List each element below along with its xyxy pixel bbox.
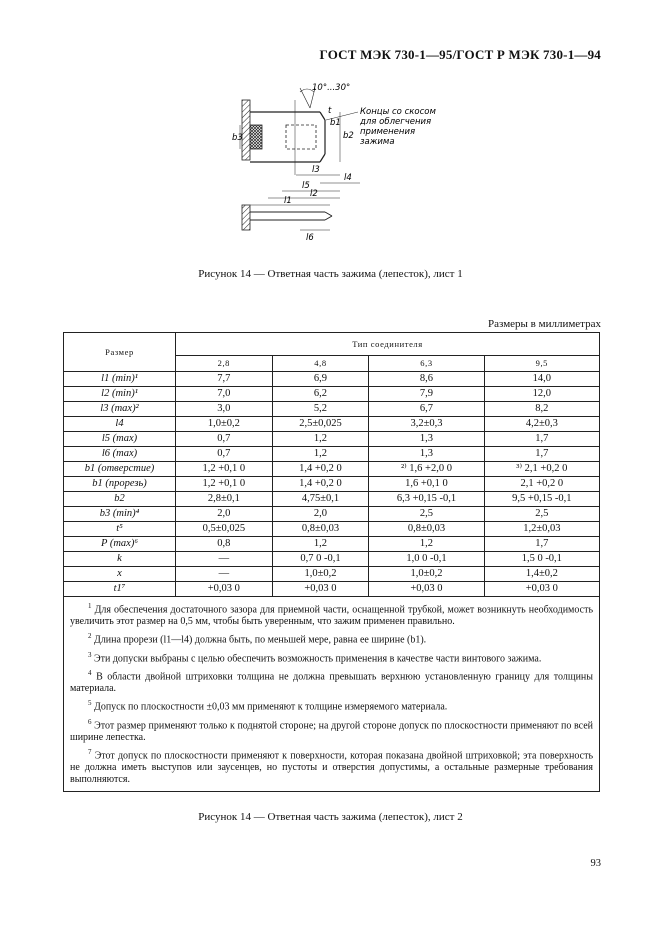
row-label: x bbox=[64, 567, 176, 582]
dim-l6: l6 bbox=[306, 233, 314, 243]
table-cell: +0,03 0 bbox=[176, 582, 273, 597]
note-4: $^4$ В области двойной штриховки толщина не должна превышать верхнюю установленную границу для толщины материала. bbox=[70, 668, 594, 695]
table-cell: 1,3 bbox=[369, 447, 484, 462]
table-cell: 1,0±0,2 bbox=[176, 417, 273, 432]
table-row bbox=[64, 402, 600, 417]
table-cell: 7,0 bbox=[176, 387, 273, 402]
table-cell: 2,0 bbox=[272, 507, 369, 522]
table-cell: 9,5 +0,15 -0,1 bbox=[484, 492, 599, 507]
row-header: Размер bbox=[64, 333, 176, 372]
dim-b1: b1 bbox=[330, 118, 341, 128]
table-cell: 12,0 bbox=[484, 387, 599, 402]
table-cell: 8,6 bbox=[369, 372, 484, 387]
note-1: $^1$ Для обеспечения достаточного зазора для приемной части, оснащенной трубкой, может возникнуть необходимость увеличить этот размер на 0,5 мм, чтобы быть уверенным, что зажим применен правильно. bbox=[70, 602, 594, 628]
drawing-svg bbox=[232, 80, 460, 245]
table-cell: 14,0 bbox=[484, 372, 599, 387]
table-cell: 1,7 bbox=[484, 537, 599, 552]
table-cell: 2,5 bbox=[369, 507, 484, 522]
table-row bbox=[64, 372, 600, 387]
note-5: $^5$ Допуск по плоскостности ±0,03 мм применяют к толщине измеряемого материала. bbox=[88, 699, 448, 713]
dim-b2: b2 bbox=[343, 131, 354, 141]
row-label: P (max)⁶ bbox=[64, 537, 176, 552]
table-cell: 0,8±0,03 bbox=[369, 522, 484, 537]
table-cell: 4,75±0,1 bbox=[272, 492, 369, 507]
table-cell: 2,5±0,025 bbox=[272, 417, 369, 432]
table-cell: 1,2 +0,1 0 bbox=[176, 477, 273, 492]
table-cell: 1,0±0,2 bbox=[369, 567, 484, 582]
table-cell: 1,2 bbox=[272, 537, 369, 552]
table-row bbox=[64, 507, 600, 522]
table-row bbox=[64, 447, 600, 462]
table-cell: 3,2±0,3 bbox=[369, 417, 484, 432]
table-cell: 1,4 +0,2 0 bbox=[272, 477, 369, 492]
table-cell: 1,7 bbox=[484, 432, 599, 447]
table-cell: 1,5 0 -0,1 bbox=[484, 552, 599, 567]
angle-label: 10°...30° bbox=[312, 83, 351, 93]
table-cell: 0,7 bbox=[176, 432, 273, 447]
table-row bbox=[64, 477, 600, 492]
table-cell: 1,2±0,03 bbox=[484, 522, 599, 537]
table-cell: 1,2 +0,1 0 bbox=[176, 462, 273, 477]
table-cell: 1,3 bbox=[369, 432, 484, 447]
table-cell: 7,7 bbox=[176, 372, 273, 387]
page-number: 93 bbox=[590, 858, 601, 869]
table-cell: — bbox=[176, 567, 273, 582]
dim-l3: l3 bbox=[312, 165, 320, 175]
table-cell: 2,5 bbox=[484, 507, 599, 522]
dim-l1: l1 bbox=[284, 196, 292, 206]
units-note: Размеры в миллиметрах bbox=[488, 318, 601, 330]
table-cell: 6,3 +0,15 -0,1 bbox=[369, 492, 484, 507]
table-row bbox=[64, 537, 600, 552]
table-notes bbox=[64, 597, 600, 792]
table-cell: ³⁾ 2,1 +0,2 0 bbox=[484, 462, 599, 477]
table-cell: 7,9 bbox=[369, 387, 484, 402]
table-cell: 0,8±0,03 bbox=[272, 522, 369, 537]
table-cell: 2,8±0,1 bbox=[176, 492, 273, 507]
row-label: k bbox=[64, 552, 176, 567]
row-label: b2 bbox=[64, 492, 176, 507]
table-cell: 1,2 bbox=[272, 432, 369, 447]
table-cell: 2,0 bbox=[176, 507, 273, 522]
table-cell: 1,4 +0,2 0 bbox=[272, 462, 369, 477]
table-cell: 1,2 bbox=[369, 537, 484, 552]
table-cell: +0,03 0 bbox=[272, 582, 369, 597]
row-label: t⁵ bbox=[64, 522, 176, 537]
table-row bbox=[64, 492, 600, 507]
table-row bbox=[64, 387, 600, 402]
note-2: $^2$ Длина прорези (l1—l4) должна быть, по меньшей мере, равна ее ширине (b1). bbox=[88, 632, 427, 646]
table-cell: 1,0 0 -0,1 bbox=[369, 552, 484, 567]
table-cell: 1,4±0,2 bbox=[484, 567, 599, 582]
row-label: l6 (max) bbox=[64, 447, 176, 462]
table-cell: 5,2 bbox=[272, 402, 369, 417]
table-cell: 6,7 bbox=[369, 402, 484, 417]
table-cell: ²⁾ 1,6 +2,0 0 bbox=[369, 462, 484, 477]
table-cell: 1,2 bbox=[272, 447, 369, 462]
table-cell: — bbox=[176, 552, 273, 567]
table-cell: 0,7 0 -0,1 bbox=[272, 552, 369, 567]
row-label: l3 (max)² bbox=[64, 402, 176, 417]
col-header: 4,8 bbox=[272, 355, 369, 371]
row-label: b1 (отверстие) bbox=[64, 462, 176, 477]
col-header: 9,5 bbox=[484, 355, 599, 371]
table-cell: 6,9 bbox=[272, 372, 369, 387]
table-row bbox=[64, 522, 600, 537]
table-row bbox=[64, 417, 600, 432]
callout-line-1: Концы со скосом bbox=[360, 107, 436, 117]
col-header: 6,3 bbox=[369, 355, 484, 371]
document-header: ГОСТ МЭК 730-1—95/ГОСТ Р МЭК 730-1—94 bbox=[319, 47, 601, 62]
dim-l2: l2 bbox=[310, 189, 318, 199]
note-3: $^3$ Эти допуски выбраны с целью обеспечить возможность применения в качестве части винтового зажима. bbox=[88, 650, 542, 664]
table-cell: 0,7 bbox=[176, 447, 273, 462]
callout-line-4: зажима bbox=[360, 137, 395, 147]
table-row bbox=[64, 462, 600, 477]
table-row bbox=[64, 552, 600, 567]
table-cell: 0,8 bbox=[176, 537, 273, 552]
table-row bbox=[64, 567, 600, 582]
dimensions-table bbox=[63, 332, 600, 792]
row-label: l5 (max) bbox=[64, 432, 176, 447]
note-6: $^6$ Этот размер применяют только к поднятой стороне; на другой стороне допуск по плоскостности применяют по всей ширине лепестка. bbox=[70, 717, 594, 743]
callout-line-2: для облегчения bbox=[360, 117, 432, 127]
table-row bbox=[64, 582, 600, 597]
dim-t: t bbox=[328, 106, 332, 116]
dim-b3: b3 bbox=[232, 133, 243, 143]
table-cell: 2,1 +0,2 0 bbox=[484, 477, 599, 492]
row-label: b1 (прорезь) bbox=[64, 477, 176, 492]
row-label: l1 (min)¹ bbox=[64, 372, 176, 387]
note-7: $^7$ Этот допуск по плоскостности применяют к поверхности, которая показана двойной штриховкой; эта поверхность не должна иметь выступов или заусенцев, но пустоты и отверстия допустимы, а остальные размерные требования выполняются. bbox=[70, 747, 594, 786]
figure-caption-2: Рисунок 14 — Ответная часть зажима (лепесток), лист 2 bbox=[198, 811, 463, 823]
row-label: t1⁷ bbox=[64, 582, 176, 597]
table-cell: 4,2±0,3 bbox=[484, 417, 599, 432]
table-cell: 1,0±0,2 bbox=[272, 567, 369, 582]
row-label: l4 bbox=[64, 417, 176, 432]
col-header: 2,8 bbox=[176, 355, 273, 371]
terminal-drawing bbox=[232, 80, 460, 245]
callout-line-3: применения bbox=[360, 127, 416, 137]
table-cell: 1,7 bbox=[484, 447, 599, 462]
table-cell: 3,0 bbox=[176, 402, 273, 417]
group-header: Тип соединителя bbox=[176, 333, 600, 356]
figure-caption-1: Рисунок 14 — Ответная часть зажима (лепесток), лист 1 bbox=[198, 268, 463, 280]
row-label: b3 (min)⁴ bbox=[64, 507, 176, 522]
table-cell: +0,03 0 bbox=[484, 582, 599, 597]
table-cell: 8,2 bbox=[484, 402, 599, 417]
table-cell: 6,2 bbox=[272, 387, 369, 402]
table-row bbox=[64, 432, 600, 447]
table-cell: +0,03 0 bbox=[369, 582, 484, 597]
dim-l5: l5 bbox=[302, 181, 310, 191]
dim-l4: l4 bbox=[344, 173, 352, 183]
row-label: l2 (min)¹ bbox=[64, 387, 176, 402]
table-cell: 0,5±0,025 bbox=[176, 522, 273, 537]
table-cell: 1,6 +0,1 0 bbox=[369, 477, 484, 492]
